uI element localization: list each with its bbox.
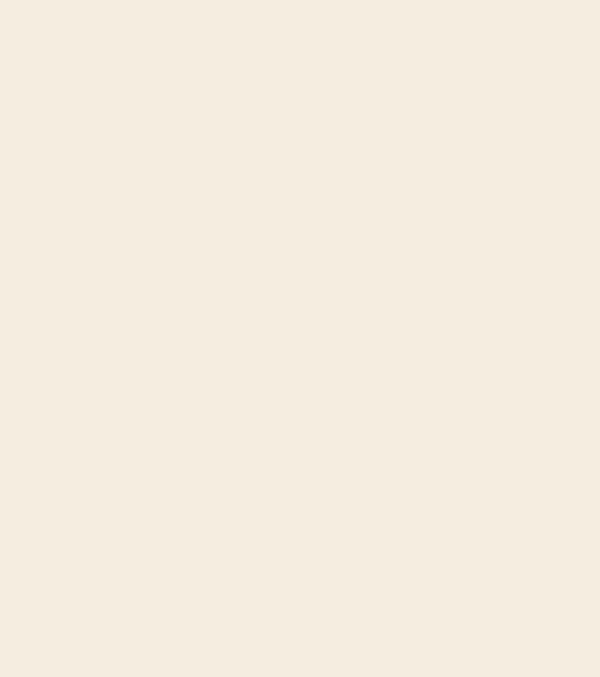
- music-staff-exercise-4: [66, 442, 560, 482]
- music-example-fragment: [410, 635, 530, 675]
- music-example-fragment: [230, 635, 350, 675]
- music-staff-exercise-1: [66, 262, 560, 302]
- music-staff-exercise-2: [66, 325, 560, 365]
- music-example-fragment: [40, 635, 160, 675]
- music-staff-exercise-3: [66, 385, 560, 425]
